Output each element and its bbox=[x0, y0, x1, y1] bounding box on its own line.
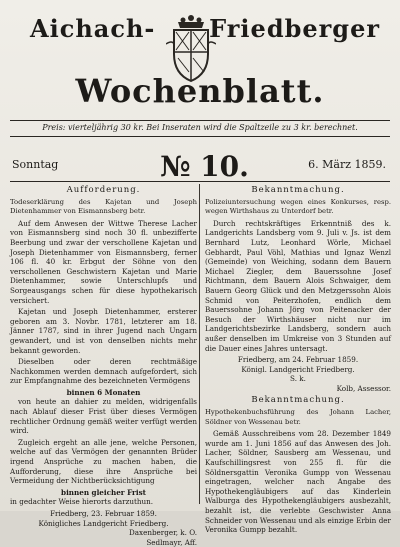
right-place-date: Friedberg, am 24. Februar 1859. bbox=[237, 355, 359, 365]
left-signature-2: Sedlmayr, Aff. bbox=[146, 537, 197, 547]
rule-dateline bbox=[10, 181, 390, 182]
left-signature-1: Daxenberger, k. O. bbox=[128, 528, 197, 538]
left-court: Königliches Landgericht Friedberg. bbox=[38, 518, 169, 528]
issue-number: № 10. bbox=[160, 150, 249, 183]
right-signature-1: S. k. bbox=[290, 374, 306, 384]
right-heading-2: Bekanntmachung. bbox=[251, 395, 345, 406]
masthead bbox=[0, 0, 400, 150]
rule-bottom bbox=[10, 136, 390, 137]
left-heading: Aufforderung. bbox=[66, 185, 141, 195]
left-column bbox=[10, 186, 197, 547]
left-deadline-2: binnen gleicher Frist bbox=[61, 487, 146, 497]
left-subheading: Todeserklärung des Kajetan und Joseph Dietenhammer von Eismannsberg betr. bbox=[10, 197, 197, 216]
left-paragraph-2: Kajetan und Joseph Dietenhammer, ersterer geboren am 3. Novbr. 1781, letzterer am 18. Jänner 1787, sind in ihrer Jugend nach Ungarn gewandert, und ist von denselben nichts mehr bekannt geworden. bbox=[10, 307, 197, 355]
left-paragraph-4: von heute an dahier zu melden, widrigenfalls nach Ablauf dieser Frist über dieses Vermögen rechtlicher Ordnung gemäß weiter verfügt werden wird. bbox=[10, 397, 197, 436]
right-heading: Bekanntmachung. bbox=[251, 185, 345, 195]
left-deadline: binnen 6 Monaten bbox=[66, 387, 141, 397]
left-place-date: Friedberg, 23. Februar 1859. bbox=[50, 509, 157, 518]
subscription-line: Preis: vierteljährig 30 kr. Bei Inseraten wird die Spaltzeile zu 3 kr. berechnet. bbox=[42, 123, 358, 132]
right-subheading: Polizeiuntersuchung wegen eines Konkurses, resp. wegen Wirthshaus zu Unterdorf betr. bbox=[205, 197, 391, 216]
right-court: Königl. Landgericht Friedberg. bbox=[241, 364, 355, 374]
title-left: Aichach- bbox=[30, 14, 156, 43]
left-paragraph-7: in gedachter Weise hierorts darzuthun. bbox=[10, 497, 154, 507]
left-paragraph-3: Dieselben oder deren rechtmäßige Nachkommen werden demnach aufgefordert, sich zur Empfangnahme des bezeichneten Vermögens bbox=[10, 357, 197, 386]
column-divider bbox=[199, 184, 200, 504]
left-paragraph-5: Zugleich ergeht an alle jene, welche Personen, welche auf das Vermögen der genannten Brüder irgend Ansprüche zu machen haben, die Aufforderung, diese ihre Ansprüche bei Vermeidung der Nichtberücksichtigung bbox=[10, 437, 197, 486]
title-right: Friedberger bbox=[209, 14, 380, 43]
left-paragraph-1: Auf dem Anwesen der Wittwe Therese Lacher von Eismannsberg sind noch 30 fl. unbezifferte Beerbung und zwar der verschollene Kajetan und Joseph Dietenhammer von Eismannsberg, ferner 106 fl. 40 kr. Erbgut der Söhne von den verschollenen Geschwistern Kajetan und Marie Dietenhammer, sowie Unterschlupfs und Sorgeausgangs schen für diese hypothekarisch versichert. bbox=[10, 218, 197, 305]
issue-day: Sonntag bbox=[12, 158, 59, 171]
dateline bbox=[10, 150, 390, 183]
issue-date: 6. März 1859. bbox=[308, 158, 386, 171]
right-signature-2: Kolb, Assessor. bbox=[336, 383, 391, 393]
right-subheading-2: Hypothekenbuchsführung des Johann Lacher, Söldner von Wessenau betr. bbox=[205, 408, 391, 426]
rule-top bbox=[10, 120, 390, 121]
right-paragraph-1: Durch rechtskräftiges Erkenntniß des k. Landgerichts Landsberg vom 9. Juli v. Js. ist dem Bernhard Lutz, Leonhard Wörle, Michael Gebhardt, Paul Vöhl, Mathias und Ignaz Wenzl (Gemeinde) von Weiching, sodann dem Bauern Michael Ziegler, dem Bauerssohne Josef Richtmann, dem Bauern Alois Schwaiger, dem Bauern Georg Glück und den Metzgerssohn Alois Schmid von Peiterzhofen, endlich dem Bauerssohne Johann Jörg von Peitenacker der Besuch der Wirthshäuser nicht nur im Landgerichtsbezirke Landsberg, sondern auch außer denselben im Umkreise von 3 Stunden auf die Dauer eines Jahres untersagt. bbox=[205, 218, 391, 353]
right-paragraph-2: Gemäß Ausschreibens vom 28. Dezember 1849 wurde am 1. Juni 1856 auf das Anwesen des Joh. Lacher, Söldner, Sausberg am Wessenau, und Kaufschillingsrest von 255 fl. für die Söldnersgattin Veronika Gumpp von Wessenau eingetragen, welcher nach Angabe des Hypothekengläubigers auf das Kinderlein Walburga des Hypothekengläubigers ausbezahlt, bezahlt ist, die verlebte Geschwister Anna Schneider von Wessenau und als einzige Erbin der Veronika Gumpp bezahlt. bbox=[205, 429, 391, 535]
masthead-title-main: Wochenblatt. bbox=[75, 72, 325, 110]
right-column bbox=[205, 186, 391, 537]
